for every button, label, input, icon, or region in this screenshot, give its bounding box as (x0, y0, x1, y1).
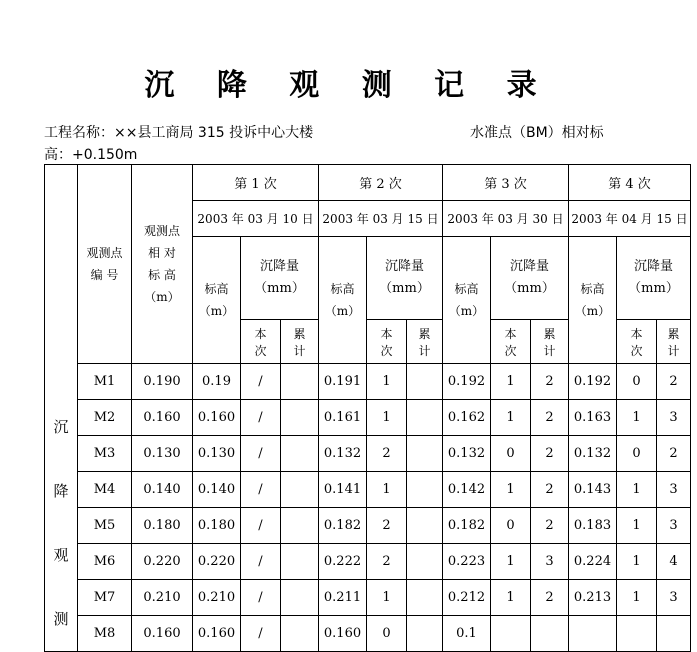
elevation-value: 0.192 (443, 364, 491, 400)
relative-elevation: 0.180 (132, 508, 193, 544)
this-time-header (241, 320, 281, 364)
header-text: （mm） (379, 281, 430, 296)
elevation-value: 0.132 (569, 436, 617, 472)
settlement-cumulative (281, 436, 319, 472)
this-time-header (491, 320, 531, 364)
settlement-cumulative: 3 (657, 508, 691, 544)
header-text: 本 (630, 326, 643, 341)
elevation-value: 0.212 (443, 580, 491, 616)
settlement-this-time: 0 (491, 508, 531, 544)
relative-elevation: 0.160 (132, 400, 193, 436)
observation-round-label: 第 1 次 (193, 165, 319, 201)
settlement-cumulative (407, 580, 443, 616)
elevation-value: 0.183 (569, 508, 617, 544)
header-text: 次 (254, 343, 267, 358)
settlement-this-time: / (241, 616, 281, 652)
settlement-cumulative (657, 616, 691, 652)
elevation-value: 0.19 (193, 364, 241, 400)
elevation-value: 0.192 (569, 364, 617, 400)
elevation-value: 0.142 (443, 472, 491, 508)
settlement-cumulative (281, 544, 319, 580)
settlement-cumulative: 2 (531, 472, 569, 508)
elevation-value: 0.191 (319, 364, 367, 400)
elevation-value: 0.224 (569, 544, 617, 580)
cumulative-header (531, 320, 569, 364)
settlement-this-time: / (241, 400, 281, 436)
settlement-this-time: 0 (617, 436, 657, 472)
elevation-value: 0.132 (443, 436, 491, 472)
side-label-char: 沉 (53, 418, 69, 436)
header-text: 累 (667, 326, 680, 341)
settlement-this-time: / (241, 508, 281, 544)
settlement-cumulative: 3 (531, 544, 569, 580)
settlement-header (241, 237, 319, 320)
settlement-cumulative: 2 (531, 400, 569, 436)
header-text: （m） (448, 304, 485, 318)
observation-round-label: 第 3 次 (443, 165, 569, 201)
header-text: 次 (380, 343, 393, 358)
settlement-this-time: 1 (491, 400, 531, 436)
header-text: 观测点 (86, 246, 123, 260)
settlement-header (367, 237, 443, 320)
elevation-header (569, 237, 617, 364)
settlement-this-time: 1 (491, 364, 531, 400)
relative-elev-header (132, 165, 193, 364)
elevation-header (319, 237, 367, 364)
settlement-this-time: 2 (367, 436, 407, 472)
point-id: M2 (78, 400, 132, 436)
elevation-header (193, 237, 241, 364)
this-time-header (367, 320, 407, 364)
elevation-value: 0.132 (319, 436, 367, 472)
settlement-cumulative (281, 472, 319, 508)
header-text: （mm） (628, 281, 679, 296)
elevation-value: 0.140 (193, 472, 241, 508)
settlement-cumulative: 2 (657, 364, 691, 400)
settlement-cumulative: 2 (531, 364, 569, 400)
settlement-this-time: 2 (367, 508, 407, 544)
settlement-cumulative (407, 616, 443, 652)
observation-date: 2003 年 03 月 15 日 (319, 201, 443, 237)
settlement-cumulative: 3 (657, 580, 691, 616)
table-row (45, 436, 691, 472)
point-id: M7 (78, 580, 132, 616)
settlement-cumulative: 3 (657, 472, 691, 508)
project-name: 工程名称：××县工商局 315 投诉中心大楼 (44, 125, 314, 141)
settlement-this-time: / (241, 436, 281, 472)
header-text: 计 (293, 343, 306, 358)
settlement-this-time (617, 616, 657, 652)
settlement-this-time: 1 (617, 580, 657, 616)
header-text: （m） (324, 304, 361, 318)
header-text: （mm） (254, 281, 305, 296)
elevation-value: 0.1 (443, 616, 491, 652)
elevation-value: 0.160 (193, 400, 241, 436)
cumulative-header (407, 320, 443, 364)
settlement-cumulative (407, 436, 443, 472)
page-title: 沉 降 观 测 记 录 (144, 68, 553, 103)
settlement-cumulative (281, 580, 319, 616)
settlement-this-time: 0 (367, 616, 407, 652)
header-text: 计 (418, 343, 431, 358)
settlement-cumulative (281, 364, 319, 400)
point-id: M8 (78, 616, 132, 652)
this-time-header (617, 320, 657, 364)
observation-round-label: 第 2 次 (319, 165, 443, 201)
table-row (45, 508, 691, 544)
header-text: 编 号 (90, 268, 119, 282)
header-text: 观测点 (143, 224, 180, 238)
header-text: （m） (144, 290, 180, 304)
settlement-this-time: / (241, 580, 281, 616)
side-label-cell (45, 165, 78, 652)
elevation-value: 0.130 (193, 436, 241, 472)
header-text: 本 (254, 326, 267, 341)
elevation-value: 0.160 (193, 616, 241, 652)
settlement-cumulative (407, 544, 443, 580)
header-text: 次 (630, 343, 643, 358)
point-id: M1 (78, 364, 132, 400)
point-id: M3 (78, 436, 132, 472)
header-text: 相 对 (148, 246, 176, 260)
header-text: 本 (504, 326, 517, 341)
settlement-this-time: / (241, 472, 281, 508)
settlement-this-time: 0 (617, 364, 657, 400)
settlement-header (491, 237, 569, 320)
elevation-value: 0.180 (193, 508, 241, 544)
settlement-cumulative (407, 472, 443, 508)
elevation-value: 0.220 (193, 544, 241, 580)
header-text: 标高 (204, 282, 229, 296)
settlement-header (617, 237, 691, 320)
settlement-this-time: 1 (491, 472, 531, 508)
header-text: 累 (293, 326, 306, 341)
settlement-this-time: 1 (367, 400, 407, 436)
settlement-this-time: 1 (617, 400, 657, 436)
table-row (45, 544, 691, 580)
elevation-value: 0.213 (569, 580, 617, 616)
elevation-value: 0.211 (319, 580, 367, 616)
header-text: 标高 (580, 282, 605, 296)
point-id: M6 (78, 544, 132, 580)
elevation-header (443, 237, 491, 364)
header-text: 标 高 (148, 268, 176, 282)
settlement-cumulative (407, 364, 443, 400)
relative-elevation: 0.190 (132, 364, 193, 400)
header-text: 本 (380, 326, 393, 341)
elevation-value: 0.141 (319, 472, 367, 508)
settlement-this-time: 1 (617, 544, 657, 580)
relative-elevation: 0.210 (132, 580, 193, 616)
settlement-table (44, 164, 691, 652)
settlement-cumulative (281, 616, 319, 652)
elevation-value: 0.162 (443, 400, 491, 436)
point-id: M4 (78, 472, 132, 508)
elevation-value (569, 616, 617, 652)
relative-elevation: 0.130 (132, 436, 193, 472)
header-text: （m） (574, 304, 611, 318)
settlement-cumulative (281, 400, 319, 436)
table-row (45, 580, 691, 616)
elevation-value: 0.143 (569, 472, 617, 508)
header-text: 沉降量 (633, 259, 673, 274)
point-id: M5 (78, 508, 132, 544)
settlement-cumulative: 2 (531, 436, 569, 472)
settlement-this-time: 1 (491, 544, 531, 580)
settlement-cumulative: 4 (657, 544, 691, 580)
cumulative-header (281, 320, 319, 364)
header-text: 累 (543, 326, 556, 341)
settlement-this-time: / (241, 364, 281, 400)
header-text: 计 (667, 343, 680, 358)
settlement-this-time: 1 (367, 364, 407, 400)
settlement-this-time: 1 (617, 508, 657, 544)
side-label-char: 降 (53, 482, 69, 500)
header-text: 沉降量 (509, 259, 549, 274)
header-text: 沉降量 (384, 259, 424, 274)
settlement-this-time: 2 (367, 544, 407, 580)
point-no-header (78, 165, 132, 364)
observation-round-label: 第 4 次 (569, 165, 691, 201)
header-text: 次 (504, 343, 517, 358)
elevation-value: 0.210 (193, 580, 241, 616)
elevation-value: 0.182 (319, 508, 367, 544)
relative-elevation: 0.160 (132, 616, 193, 652)
observation-date: 2003 年 03 月 30 日 (443, 201, 569, 237)
settlement-this-time: / (241, 544, 281, 580)
settlement-cumulative (531, 616, 569, 652)
table-row (45, 364, 691, 400)
settlement-this-time: 0 (491, 436, 531, 472)
elevation-value: 0.163 (569, 400, 617, 436)
header-text: 累 (418, 326, 431, 341)
elevation-value: 0.160 (319, 616, 367, 652)
elevation-value: 0.161 (319, 400, 367, 436)
settlement-cumulative: 2 (531, 508, 569, 544)
settlement-this-time: 1 (617, 472, 657, 508)
settlement-cumulative: 3 (657, 400, 691, 436)
settlement-this-time: 1 (491, 580, 531, 616)
benchmark-label: 水准点（BM）相对标 (470, 125, 604, 141)
side-label-char: 测 (53, 610, 69, 628)
relative-elevation: 0.220 (132, 544, 193, 580)
settlement-cumulative (407, 508, 443, 544)
elevation-value: 0.223 (443, 544, 491, 580)
table-row (45, 472, 691, 508)
header-text: 计 (543, 343, 556, 358)
settlement-this-time: 1 (367, 580, 407, 616)
header-row-round (45, 165, 691, 201)
header-text: 标高 (454, 282, 479, 296)
header-text: （m） (198, 304, 235, 318)
side-label-char: 观 (53, 546, 69, 564)
elevation-value: 0.182 (443, 508, 491, 544)
header-text: 沉降量 (259, 259, 299, 274)
relative-elevation: 0.140 (132, 472, 193, 508)
settlement-cumulative: 2 (657, 436, 691, 472)
observation-date: 2003 年 04 月 15 日 (569, 201, 691, 237)
elevation-value: 0.222 (319, 544, 367, 580)
header-text: （mm） (504, 281, 555, 296)
settlement-cumulative (407, 400, 443, 436)
settlement-cumulative (281, 508, 319, 544)
header-text: 标高 (330, 282, 355, 296)
settlement-cumulative: 2 (531, 580, 569, 616)
observation-date: 2003 年 03 月 10 日 (193, 201, 319, 237)
cumulative-header (657, 320, 691, 364)
table-row (45, 400, 691, 436)
table-row (45, 616, 691, 652)
settlement-this-time: 1 (367, 472, 407, 508)
benchmark-elevation: 高：+0.150m (44, 147, 138, 163)
settlement-this-time (491, 616, 531, 652)
